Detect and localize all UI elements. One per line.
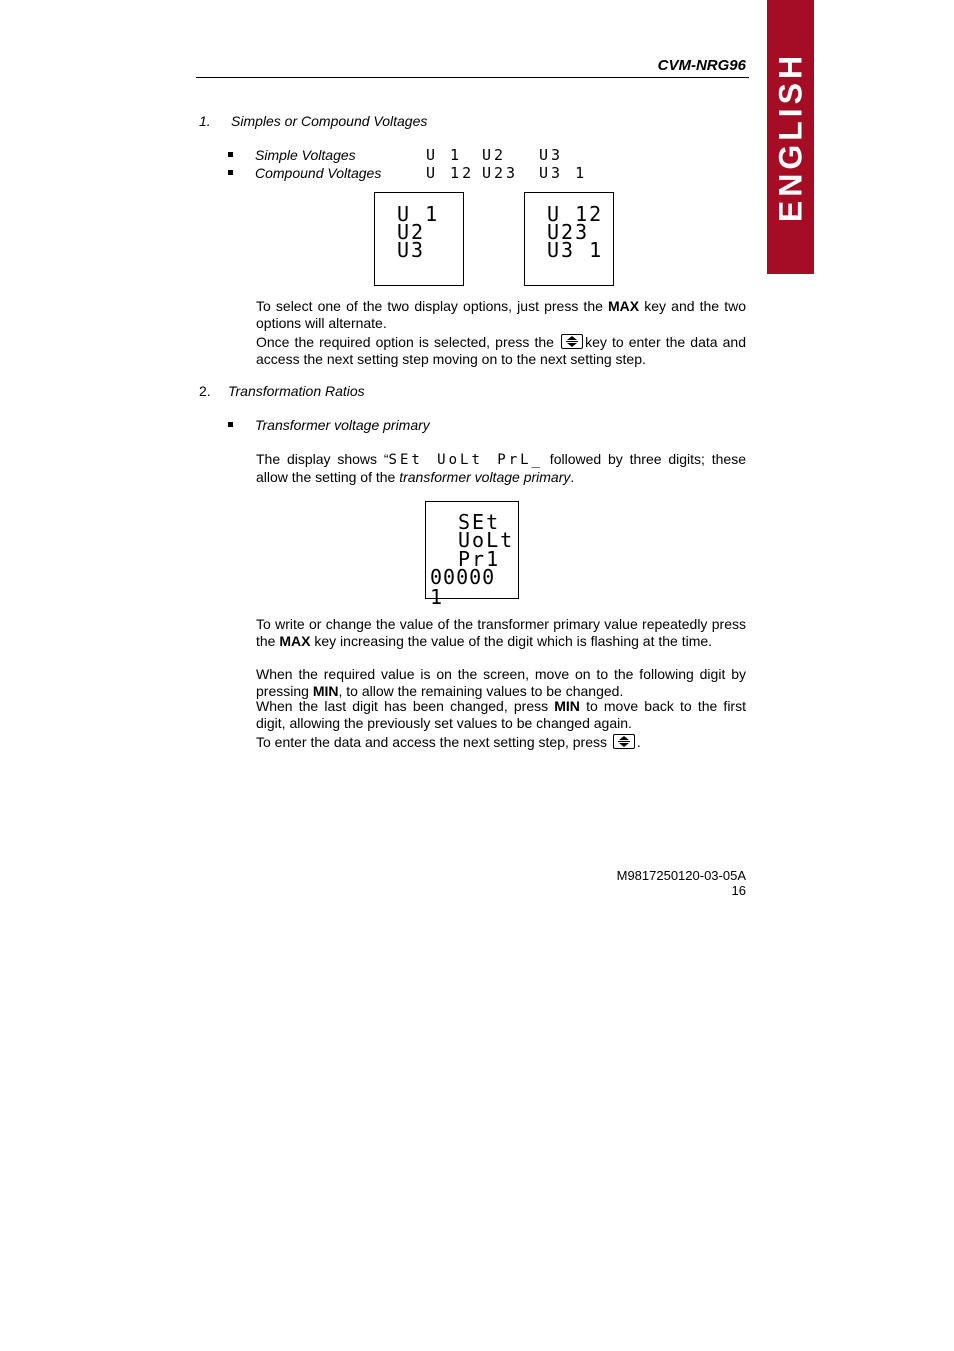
display-line: SEt xyxy=(458,510,501,534)
section2-paragraph-3: When the required value is on the screen, move on to the following digit by pressing MIN, to allow the remaining values to be changed. xyxy=(256,666,746,699)
compound-code-1: U 12 xyxy=(426,164,475,182)
section1-title: Simples or Compound Voltages xyxy=(231,113,428,129)
display-line: Pr1 xyxy=(458,547,501,571)
section2-title: Transformation Ratios xyxy=(228,383,365,399)
display-line: U2 xyxy=(397,220,426,244)
display-line: U 1 xyxy=(397,202,440,226)
display-line: U3 xyxy=(397,238,426,262)
section1-paragraph-1: To select one of the two display options, just press the MAX key and the two options will alternate. xyxy=(256,298,746,331)
display-line: U3 1 xyxy=(547,238,604,262)
enter-key-icon xyxy=(561,334,583,349)
section1-paragraph-2: Once the required option is selected, press the key to enter the data and access the next setting step moving on to the next setting step. xyxy=(256,334,746,367)
bullet-icon xyxy=(228,170,233,175)
page-number: 16 xyxy=(731,883,746,898)
header-rule xyxy=(196,77,749,78)
display-line: U 12 xyxy=(547,202,604,226)
section2-paragraph-1: The display shows “SEt UoLt PrL_ followed by three digits; these allow the setting of the transformer voltage primary. xyxy=(256,451,746,485)
transformer-primary-label: Transformer voltage primary xyxy=(255,417,430,433)
compound-code-2: U23 xyxy=(482,164,519,182)
bullet-icon xyxy=(228,152,233,157)
simple-code-3: U3 xyxy=(539,146,564,164)
display-compound-voltages xyxy=(524,192,614,286)
display-line: U23 xyxy=(547,220,590,244)
bullet-icon xyxy=(228,422,233,427)
display-line: 00000 1 xyxy=(430,565,496,609)
simple-voltages-label: Simple Voltages xyxy=(255,147,356,163)
language-tab-label: ENGLISH xyxy=(772,51,808,223)
compound-code-3: U3 1 xyxy=(539,164,588,182)
display-line: UoLt xyxy=(458,528,515,552)
enter-key-icon xyxy=(613,734,635,749)
section2-number: 2. xyxy=(199,383,211,399)
section1-number: 1. xyxy=(199,113,211,129)
simple-code-2: U2 xyxy=(482,146,507,164)
document-code: M9817250120-03-05A xyxy=(616,868,746,883)
display-simple-voltages xyxy=(374,192,464,286)
section2-paragraph-2: To write or change the value of the transformer primary value repeatedly press the MAX key increasing the value of the digit which is flashing at the time. xyxy=(256,616,746,649)
simple-code-1: U 1 xyxy=(426,146,463,164)
compound-voltages-label: Compound Voltages xyxy=(255,165,382,181)
language-tab xyxy=(767,0,814,274)
display-set-volt-primary xyxy=(425,501,519,609)
document-title: CVM-NRG96 xyxy=(657,57,746,74)
section2-paragraph-4: When the last digit has been changed, press MIN to move back to the first digit, allowing the previously set values to be changed again. xyxy=(256,698,746,731)
section2-paragraph-5: To enter the data and access the next setting step, press . xyxy=(256,734,641,750)
